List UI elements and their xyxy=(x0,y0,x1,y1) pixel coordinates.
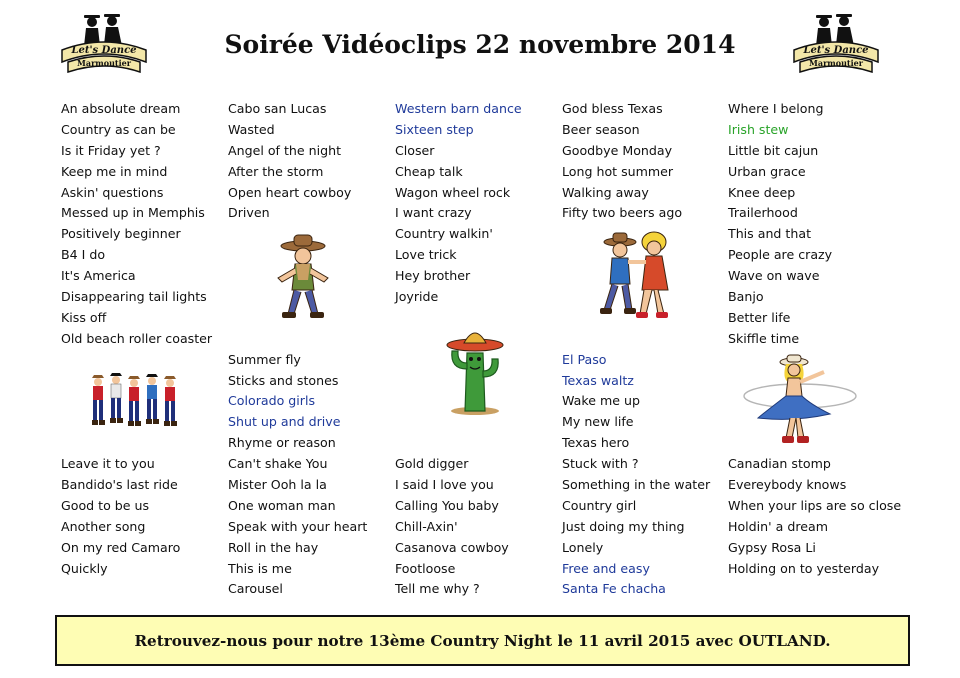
song-item: Knee deep xyxy=(728,184,796,200)
sombrero-cactus-clipart xyxy=(440,323,510,415)
lets-dance-logo-right xyxy=(788,12,884,78)
song-item: Sixteen step xyxy=(395,121,474,137)
song-item: Another song xyxy=(61,518,146,534)
song-item: Wasted xyxy=(228,121,275,137)
song-item: I want crazy xyxy=(395,205,472,221)
song-item: Where I belong xyxy=(728,101,824,116)
song-item: Urban grace xyxy=(728,163,806,179)
song-item: People are crazy xyxy=(728,247,833,263)
song-item: Is it Friday yet ? xyxy=(61,142,161,158)
song-item: Long hot summer xyxy=(562,163,674,179)
song-item: Disappearing tail lights xyxy=(61,289,207,305)
song-item: Country girl xyxy=(562,497,637,513)
svg-text:Let's Dance: Let's Dance xyxy=(71,45,137,56)
song-item: Irish stew xyxy=(728,121,789,137)
song-item: Wake me up xyxy=(562,393,640,409)
song-item: Joyride xyxy=(395,289,439,305)
song-item: Country as can be xyxy=(61,121,176,137)
song-item: Open heart cowboy xyxy=(228,184,352,200)
song-column-2 xyxy=(228,99,395,600)
song-item: El Paso xyxy=(562,351,607,367)
song-item: Rhyme or reason xyxy=(228,435,336,451)
song-item: Bandido's last ride xyxy=(61,477,178,493)
song-item: My new life xyxy=(562,414,634,430)
song-item: Beer season xyxy=(562,121,640,137)
song-item: Holding on to yesterday xyxy=(728,560,880,576)
song-item: Banjo xyxy=(728,289,764,305)
line-dancers-clipart xyxy=(86,370,184,432)
song-item: Can't shake You xyxy=(228,456,328,472)
announcement-text: Retrouvez-nous pour notre 13ème Country Night le 11 avril 2015 avec OUTLAND. xyxy=(134,631,831,650)
song-item: Stuck with ? xyxy=(562,456,639,472)
song-item: Better life xyxy=(728,309,791,325)
song-item: Tell me why ? xyxy=(395,581,480,597)
song-item: Wagon wheel rock xyxy=(395,184,511,200)
song-item: After the storm xyxy=(228,163,324,179)
song-item: God bless Texas xyxy=(562,101,663,116)
song-item: One woman man xyxy=(228,497,336,513)
song-item: Closer xyxy=(395,142,435,158)
lets-dance-logo-left xyxy=(56,12,152,78)
song-item: Western barn dance xyxy=(395,101,522,116)
song-item: Evereybody knows xyxy=(728,477,847,493)
dancing-couple-clipart xyxy=(598,228,680,324)
song-item: Kiss off xyxy=(61,309,107,325)
song-item: Cheap talk xyxy=(395,163,463,179)
song-item: Gold digger xyxy=(395,456,469,472)
song-item: Roll in the hay xyxy=(228,539,319,555)
song-item: Trailerhood xyxy=(728,205,798,221)
svg-text:Let's Dance: Let's Dance xyxy=(803,45,869,56)
song-item: Gypsy Rosa Li xyxy=(728,539,816,555)
song-item: Just doing my thing xyxy=(562,518,685,534)
song-item: Something in the water xyxy=(562,477,711,493)
song-item: Wave on wave xyxy=(728,268,820,284)
song-item: Cabo san Lucas xyxy=(228,101,327,116)
song-item: Quickly xyxy=(61,560,108,576)
song-item: Sticks and stones xyxy=(228,372,339,388)
song-item: Casanova cowboy xyxy=(395,539,509,555)
song-item: Holdin' a dream xyxy=(728,518,828,534)
song-item: An absolute dream xyxy=(61,101,181,116)
announcement-banner xyxy=(55,615,910,666)
song-item: Lonely xyxy=(562,539,604,555)
song-item: Shut up and drive xyxy=(228,414,341,430)
cowgirl-lasso-clipart xyxy=(740,352,860,448)
song-item: Texas waltz xyxy=(562,372,634,388)
song-item: Calling You baby xyxy=(395,497,499,513)
song-item: Texas hero xyxy=(562,435,630,451)
song-item: Walking away xyxy=(562,184,649,200)
song-item: Carousel xyxy=(228,581,283,597)
song-column-5 xyxy=(728,99,902,579)
song-item: Positively beginner xyxy=(61,226,181,242)
song-item: Messed up in Memphis xyxy=(61,205,205,221)
song-item: Driven xyxy=(228,205,270,221)
song-item: Fifty two beers ago xyxy=(562,205,683,221)
song-item: Goodbye Monday xyxy=(562,142,673,158)
svg-text:Marmoutier: Marmoutier xyxy=(809,58,863,68)
song-item: Footloose xyxy=(395,560,456,576)
song-item: Santa Fe chacha xyxy=(562,581,666,597)
song-item: Leave it to you xyxy=(61,456,155,472)
song-item: Love trick xyxy=(395,247,457,263)
song-item: It's America xyxy=(61,268,136,284)
song-item: Skiffle time xyxy=(728,330,800,346)
svg-text:Marmoutier: Marmoutier xyxy=(77,58,131,68)
song-item: Mister Ooh la la xyxy=(228,477,327,493)
song-item: Little bit cajun xyxy=(728,142,819,158)
song-item: Angel of the night xyxy=(228,142,342,158)
song-item: Chill-Axin' xyxy=(395,518,458,534)
song-item: Askin' questions xyxy=(61,184,164,200)
song-item: Country walkin' xyxy=(395,226,493,242)
song-item: Colorado girls xyxy=(228,393,316,409)
song-item: Hey brother xyxy=(395,268,471,284)
song-item: Free and easy xyxy=(562,560,650,576)
song-item: Canadian stomp xyxy=(728,456,831,472)
page-title: Soirée Vidéoclips 22 novembre 2014 xyxy=(224,30,736,59)
song-item: This and that xyxy=(728,226,812,242)
song-column-4 xyxy=(562,99,729,600)
song-item: When your lips are so close xyxy=(728,497,902,513)
song-item: Summer fly xyxy=(228,351,301,367)
song-item: Speak with your heart xyxy=(228,518,368,534)
song-item: B4 I do xyxy=(61,247,106,263)
song-item: Old beach roller coaster xyxy=(61,330,213,346)
song-item: Keep me in mind xyxy=(61,163,168,179)
song-item: This is me xyxy=(228,560,292,576)
song-item: I said I love you xyxy=(395,477,494,493)
song-item: On my red Camaro xyxy=(61,539,181,555)
song-column-1 xyxy=(61,99,228,579)
cowboy-dancer-clipart xyxy=(270,232,336,324)
song-item: Good to be us xyxy=(61,497,150,513)
